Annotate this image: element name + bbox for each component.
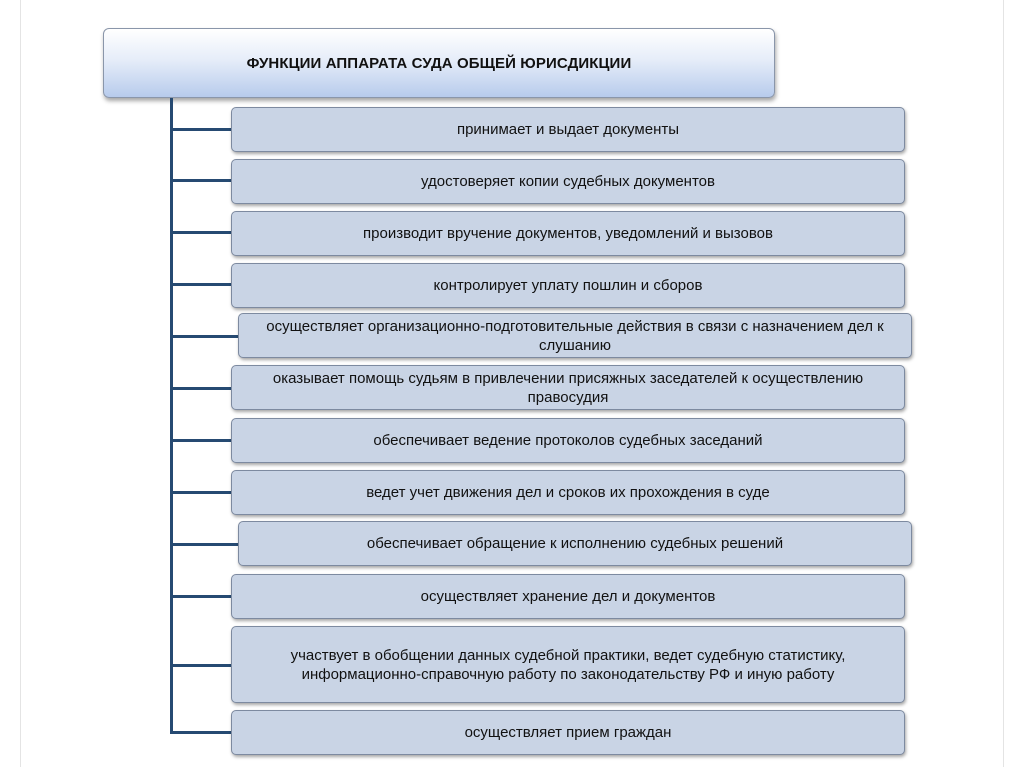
function-box-3 xyxy=(231,211,905,256)
right-edge-line xyxy=(1003,0,1004,767)
left-edge-line xyxy=(20,0,21,767)
function-text: осуществляет прием граждан xyxy=(464,724,672,741)
function-box-6 xyxy=(231,365,905,410)
connector-branch-8 xyxy=(170,491,231,494)
function-text: удостоверяет копии судебных документов xyxy=(421,173,715,190)
function-box-12 xyxy=(231,710,905,755)
function-text: осуществляет организационно-подготовительные действия в связи с назначением дел к слушанию xyxy=(266,317,884,354)
function-text: ведет учет движения дел и сроков их прохождения в суде xyxy=(366,484,770,501)
connector-branch-12 xyxy=(170,731,231,734)
connector-branch-2 xyxy=(170,179,231,182)
diagram-title: ФУНКЦИИ АППАРАТА СУДА ОБЩЕЙ ЮРИСДИКЦИИ xyxy=(246,54,632,72)
connector-branch-11 xyxy=(170,664,231,667)
connector-branch-9 xyxy=(170,543,238,546)
function-box-2 xyxy=(231,159,905,204)
connector-branch-10 xyxy=(170,595,231,598)
connector-branch-5 xyxy=(170,335,238,338)
connector-branch-6 xyxy=(170,387,231,390)
connector-branch-1 xyxy=(170,128,231,131)
function-box-5 xyxy=(238,313,912,358)
function-box-7 xyxy=(231,418,905,463)
function-box-1 xyxy=(231,107,905,152)
connector-trunk xyxy=(170,98,173,734)
function-text: обеспечивает ведение протоколов судебных заседаний xyxy=(373,432,763,449)
function-text: принимает и выдает документы xyxy=(456,121,680,138)
function-text: производит вручение документов, уведомлений и вызовов xyxy=(363,225,773,242)
function-text: контролирует уплату пошлин и сборов xyxy=(433,277,703,294)
function-text: осуществляет хранение дел и документов xyxy=(420,588,716,605)
function-box-9 xyxy=(238,521,912,566)
function-text: обеспечивает обращение к исполнению судебных решений xyxy=(366,535,784,552)
function-box-8 xyxy=(231,470,905,515)
function-text: оказывает помощь судьям в привлечении присяжных заседателей к осуществлению правосудия xyxy=(272,369,864,406)
function-box-10 xyxy=(231,574,905,619)
title-box xyxy=(103,28,775,98)
connector-branch-4 xyxy=(170,283,231,286)
function-text: участвует в обобщении данных судебной практики, ведет судебную статистику, информационно-справочную работу по законодательству РФ и иную работу xyxy=(290,646,846,683)
function-box-11 xyxy=(231,626,905,703)
connector-branch-3 xyxy=(170,231,231,234)
function-box-4 xyxy=(231,263,905,308)
connector-branch-7 xyxy=(170,439,231,442)
